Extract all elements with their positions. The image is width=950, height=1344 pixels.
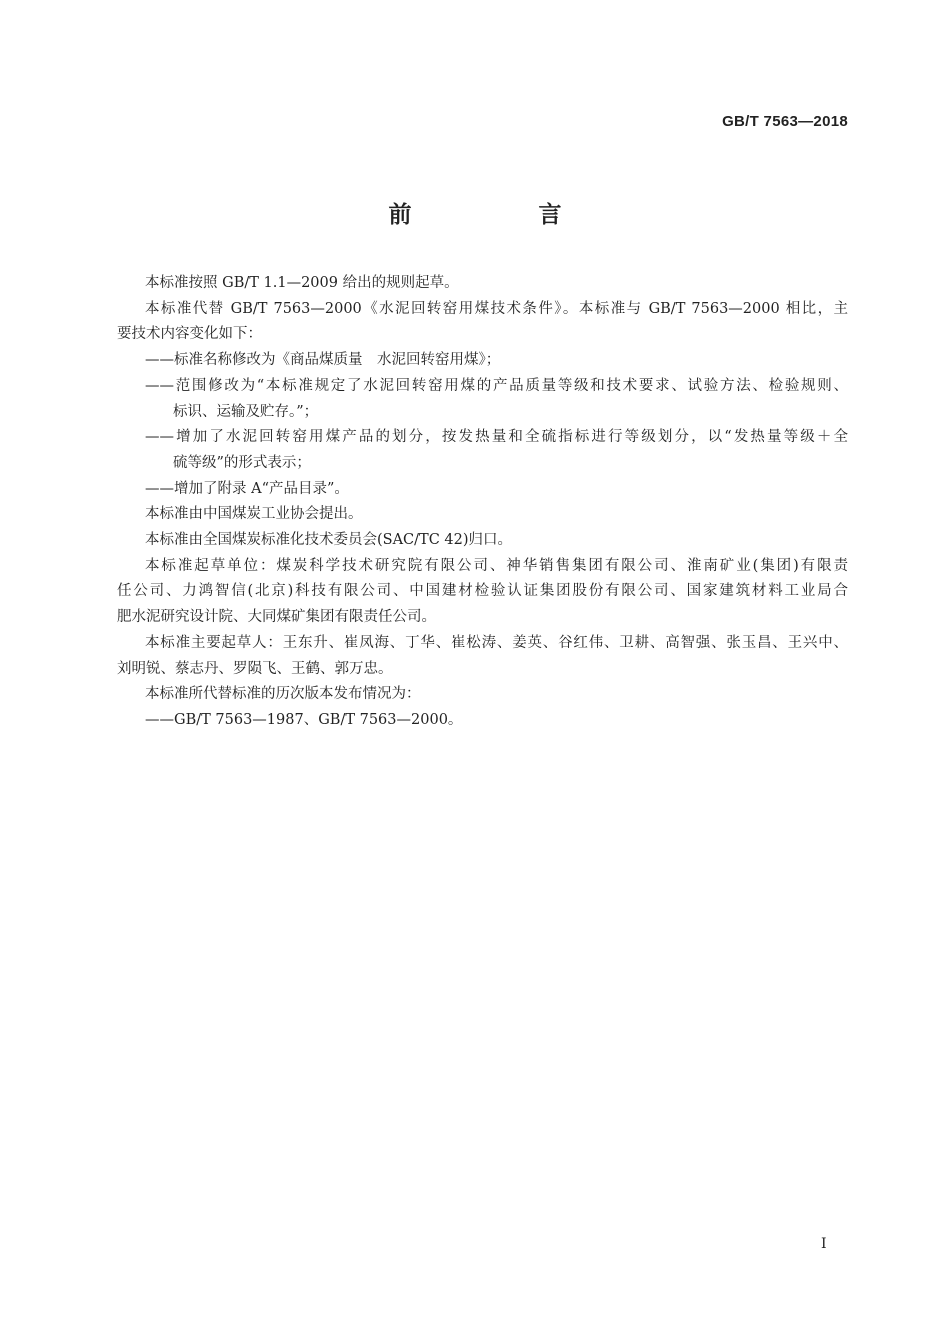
page-number: I [821, 1236, 827, 1252]
list-item: ——范围修改为“本标准规定了水泥回转窑用煤的产品质量等级和技术要求、试验方法、检验规则、 [145, 377, 848, 394]
list-item: ——标准名称修改为《商品煤质量 水泥回转窑用煤》； [145, 352, 501, 369]
list-item-continued: 标识、运输及贮存。”； [173, 403, 319, 420]
paragraph-line: 本标准由全国煤炭标准化技术委员会(SAC/TC 42)归口。 [145, 532, 513, 549]
paragraph-line: 本标准主要起草人：王东升、崔凤海、丁华、崔松涛、姜英、谷红伟、卫耕、高智强、张玉昌、王兴中、 [145, 634, 848, 651]
list-item-continued: 硫等级”的形式表示； [173, 454, 311, 471]
standard-code: GB/T 7563—2018 [722, 113, 848, 130]
paragraph-line: 肥水泥研究设计院、大同煤矿集团有限责任公司。 [117, 609, 436, 626]
list-item: ——GB/T 7563—1987、GB/T 7563—2000。 [145, 711, 463, 728]
list-item: ——增加了附录 A“产品目录”。 [145, 480, 349, 497]
paragraph-line: 本标准按照 GB/T 1.1—2009 给出的规则起草。 [145, 275, 459, 291]
paragraph-line: 刘明锐、蔡志丹、罗陨飞、王鹤、郭万忠。 [117, 660, 393, 677]
paragraph-line: 本标准代替 GB/T 7563—2000《水泥回转窑用煤技术条件》。本标准与 GB/T 7563—2000 相比，主 [145, 300, 848, 317]
list-item: ——增加了水泥回转窑用煤产品的划分，按发热量和全硫指标进行等级划分，以“发热量等级＋全 [145, 429, 848, 446]
paragraph-line: 本标准由中国煤炭工业协会提出。 [145, 506, 363, 523]
paragraph-line: 本标准所代替标准的历次版本发布情况为： [145, 686, 421, 703]
foreword-body [117, 271, 848, 734]
paragraph-line: 要技术内容变化如下： [117, 326, 262, 343]
page-title: 前 言 [388, 201, 614, 228]
paragraph-line: 本标准起草单位：煤炭科学技术研究院有限公司、神华销售集团有限公司、淮南矿业(集团)有限责 [145, 557, 848, 574]
paragraph-line: 任公司、力鸿智信(北京)科技有限公司、中国建材检验认证集团股份有限公司、国家建筑材料工业局合 [117, 583, 848, 600]
